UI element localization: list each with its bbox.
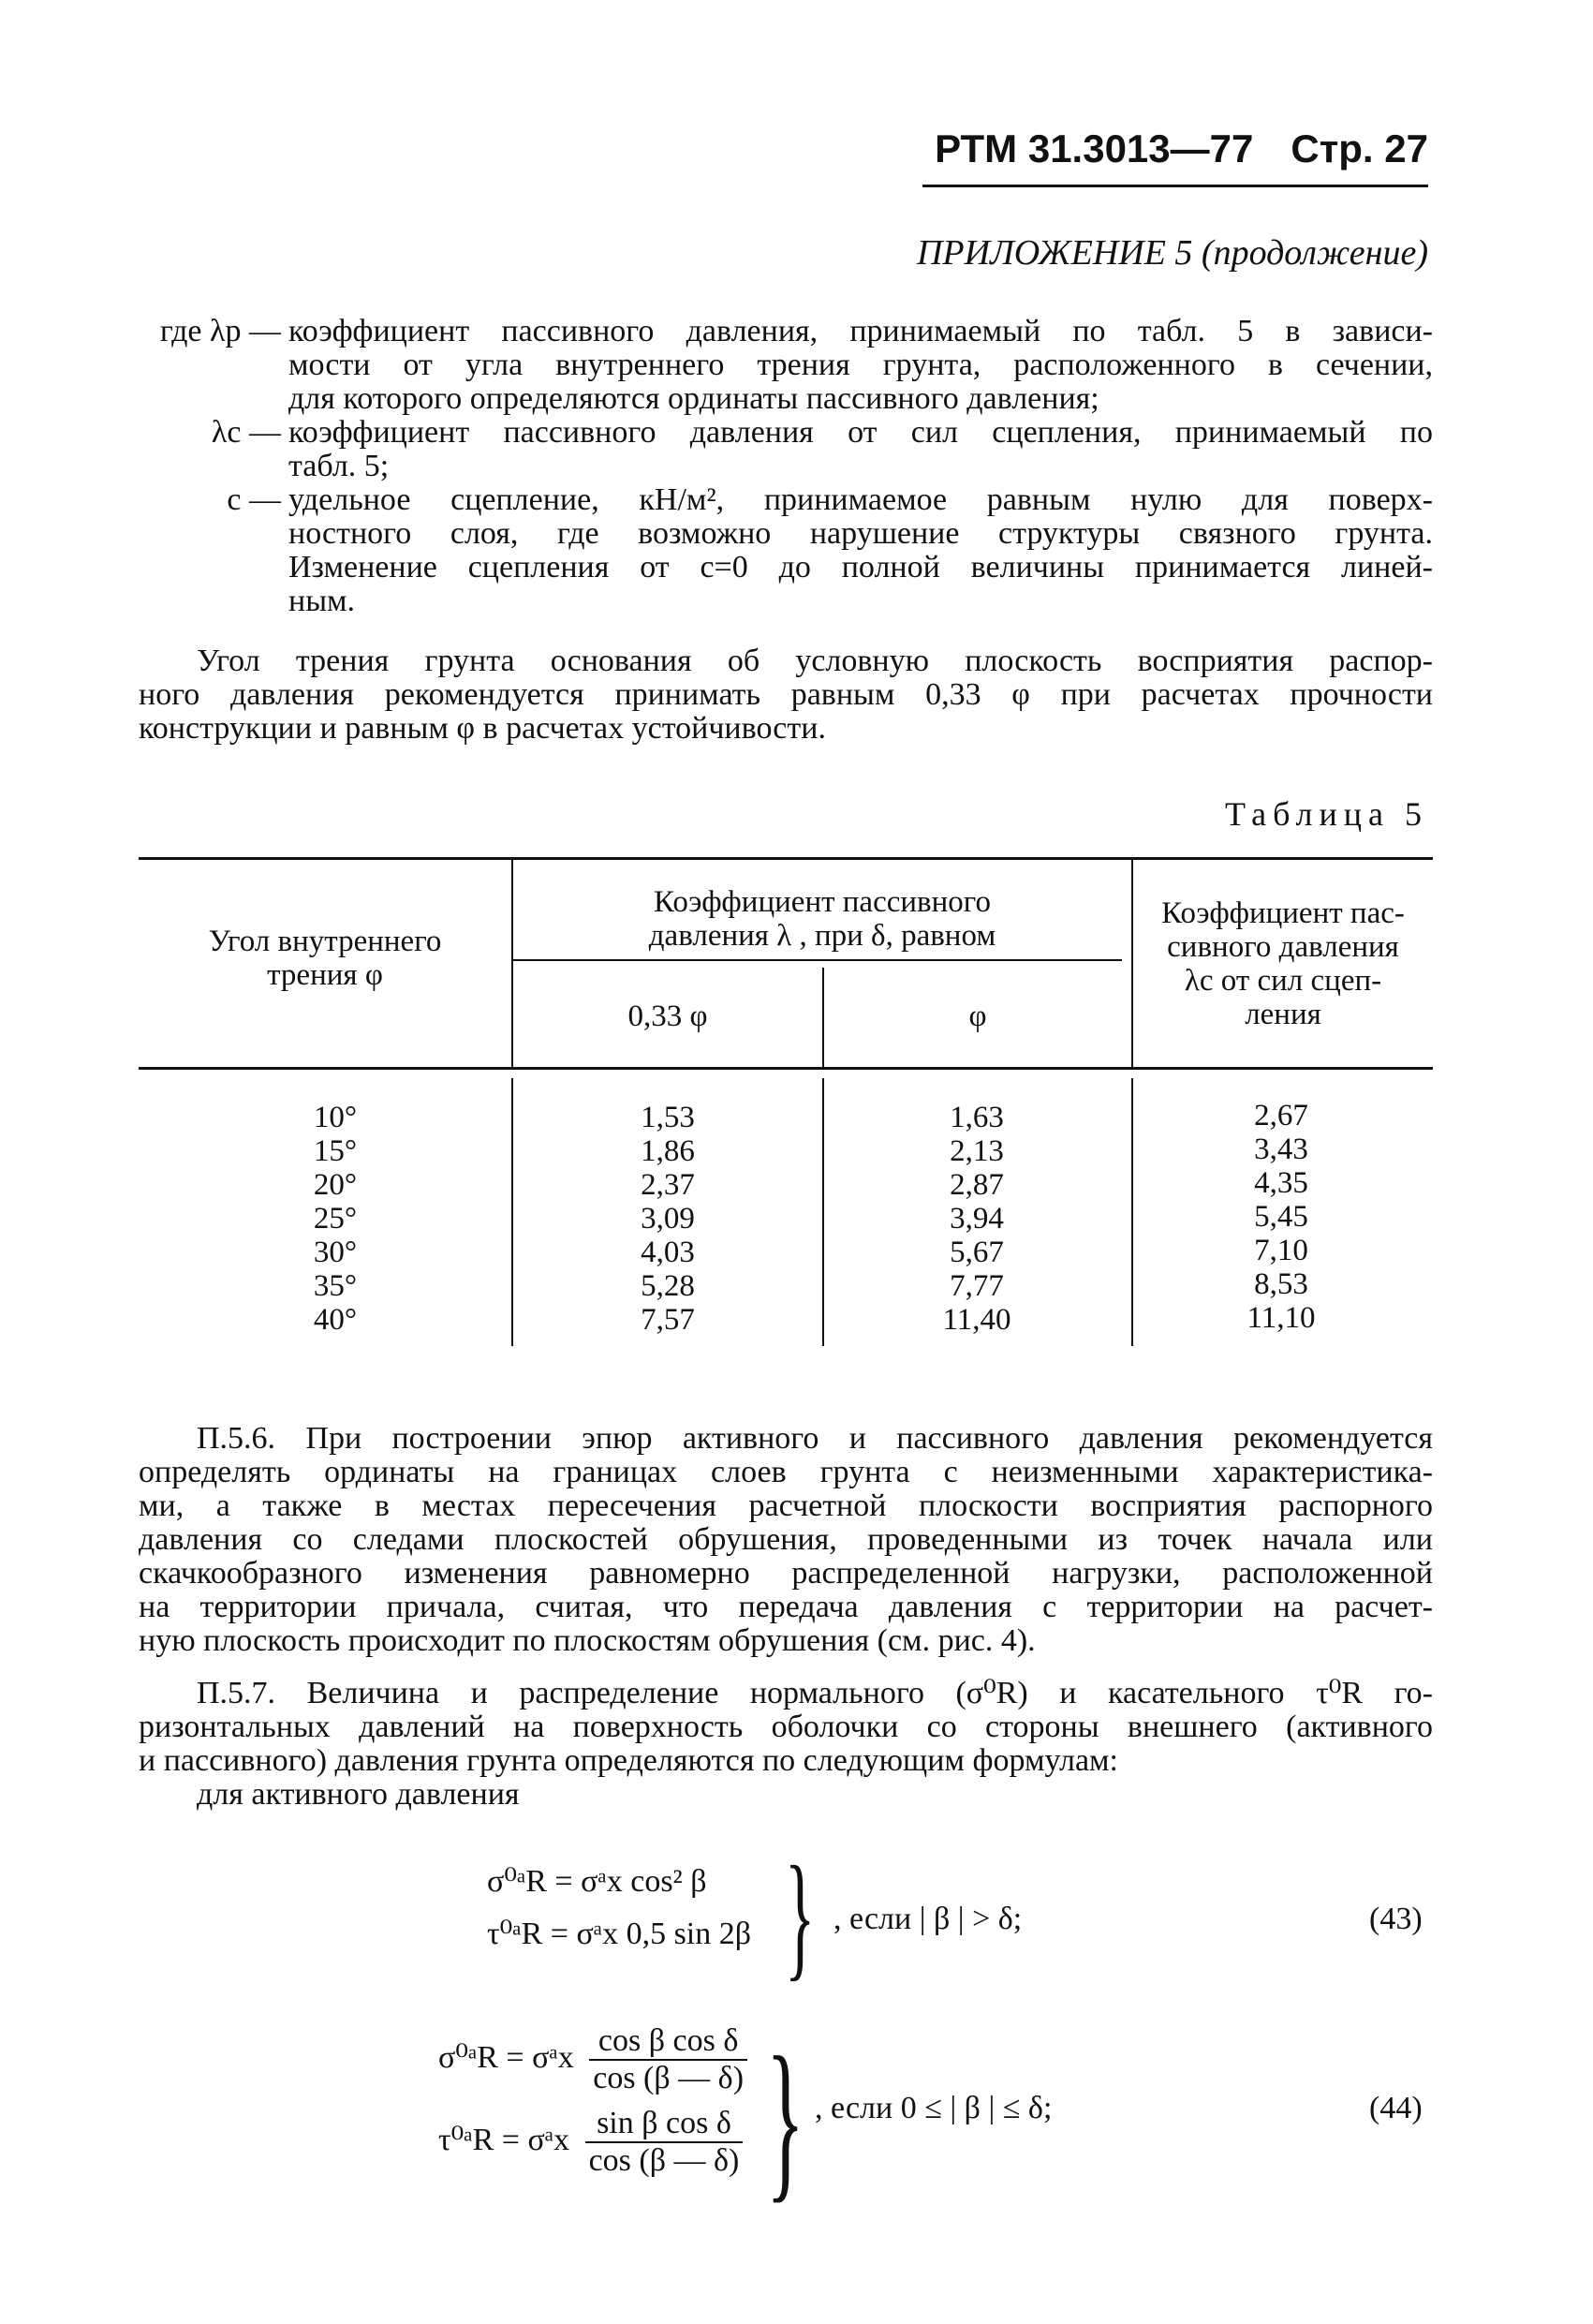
page-header bbox=[922, 126, 1428, 187]
paragraph-line: определять ординаты на границах слоев грунта с неизменными характеристика- bbox=[139, 1456, 1433, 1489]
table-5 bbox=[139, 857, 1433, 1363]
paragraph-line: на территории причала, считая, что передача давления с территории на расчет- bbox=[139, 1591, 1433, 1624]
table-cell: 40° bbox=[313, 1303, 358, 1337]
header-line: Угол внутреннего bbox=[208, 925, 442, 958]
fraction-denominator: cos (β — δ) bbox=[588, 2143, 740, 2178]
header-phi: φ bbox=[968, 999, 987, 1033]
table-cell: 25° bbox=[313, 1202, 358, 1236]
formula-43-sigma: σ⁰ᵃR = σᵃx cos² β bbox=[487, 1864, 707, 1899]
table-cell: 8,53 bbox=[1254, 1267, 1308, 1301]
table-cell: 7,10 bbox=[1254, 1234, 1308, 1267]
table-cell: 15° bbox=[313, 1134, 358, 1168]
formula-44-number: (44) bbox=[1369, 2091, 1423, 2125]
active-pressure-label bbox=[197, 1778, 946, 1812]
definition-line: коэффициент пассивного давления, принимаемый по табл. 5 в зависи- bbox=[288, 315, 1433, 348]
table-cell: 4,03 bbox=[641, 1236, 695, 1269]
formula-44-brace: } bbox=[766, 2021, 805, 2218]
table-cell: 5,28 bbox=[641, 1269, 695, 1303]
header-033-phi: 0,33 φ bbox=[627, 999, 708, 1033]
table-cell: 35° bbox=[313, 1269, 358, 1303]
table-vertical-rule bbox=[822, 1078, 824, 1346]
definition-lambda-c bbox=[131, 416, 1433, 483]
table-caption: Таблица 5 bbox=[1225, 795, 1428, 833]
formula-lhs: τ⁰ᵃR = σᵃx bbox=[438, 2122, 570, 2157]
paragraph-line: для активного давления bbox=[197, 1778, 520, 1812]
formula-44-tau bbox=[438, 2106, 743, 2179]
header-cohesion bbox=[1133, 896, 1433, 1031]
definition-line: ностного слоя, где возможно нарушение структуры связного грунта. bbox=[288, 517, 1433, 551]
table-cell: 1,86 bbox=[641, 1134, 695, 1168]
paragraph-line: конструкции и равным φ в расчетах устойчивости. bbox=[139, 712, 826, 746]
table-cell: 1,63 bbox=[950, 1101, 1004, 1134]
table-cell: 11,40 bbox=[942, 1303, 1011, 1337]
table-cell: 10° bbox=[313, 1101, 358, 1134]
header-line: λс от сил сцеп- bbox=[1184, 964, 1382, 998]
formula-44-sigma bbox=[438, 2023, 747, 2096]
table-cell: 5,67 bbox=[950, 1236, 1004, 1269]
column-033-phi bbox=[574, 1101, 761, 1337]
table-cell: 5,45 bbox=[1254, 1200, 1308, 1234]
table-cell: 7,57 bbox=[641, 1303, 695, 1337]
table-header-rule bbox=[139, 1067, 1433, 1070]
formula-43-tau: τ⁰ᵃR = σᵃx 0,5 sin 2β bbox=[487, 1917, 752, 1951]
table-cell: 4,35 bbox=[1254, 1166, 1308, 1200]
column-cohesion bbox=[1187, 1099, 1375, 1335]
formula-fraction bbox=[589, 2023, 747, 2096]
table-cell: 1,53 bbox=[641, 1101, 695, 1134]
table-cell: 30° bbox=[313, 1236, 358, 1269]
formula-44-condition: , если 0 ≤ | β | ≤ δ; bbox=[815, 2091, 1053, 2125]
formula-fraction bbox=[585, 2106, 744, 2179]
table-cell: 2,87 bbox=[950, 1168, 1004, 1202]
table-cell: 3,94 bbox=[950, 1202, 1004, 1236]
table-vertical-rule bbox=[511, 1078, 513, 1346]
paragraph-line: ного давления рекомендуется принимать равным 0,33 φ при расчетах прочности bbox=[139, 678, 1433, 712]
definition-line: мости от угла внутреннего трения грунта, расположенного в сечении, bbox=[288, 348, 1433, 382]
definition-line: удельное сцепление, кН/м², принимаемое равным нулю для поверх- bbox=[288, 483, 1433, 517]
paragraph-line: П.5.7. Величина и распределение нормального (σ⁰R) и касательного τ⁰R го- bbox=[197, 1677, 1433, 1710]
table-top-rule bbox=[139, 857, 1433, 860]
definition-term: с — bbox=[227, 482, 281, 517]
table-cell: 3,43 bbox=[1254, 1132, 1308, 1166]
table-cell: 2,37 bbox=[641, 1168, 695, 1202]
definitions-list bbox=[131, 315, 1433, 618]
table-cell: 7,77 bbox=[950, 1269, 1004, 1303]
formula-43-number: (43) bbox=[1369, 1902, 1423, 1936]
table-cell: 11,10 bbox=[1246, 1301, 1316, 1335]
table-cell: 2,67 bbox=[1254, 1099, 1308, 1132]
column-phi bbox=[883, 1101, 1070, 1337]
definition-c bbox=[131, 483, 1433, 618]
header-line: давления λ , при δ, равном bbox=[648, 919, 996, 953]
paragraph-p57 bbox=[139, 1677, 1433, 1778]
definition-term: где λр — bbox=[159, 314, 281, 348]
paragraph-line: ми, а также в местах пересечения расчетной плоскости восприятия распорного bbox=[139, 1489, 1433, 1523]
paragraph-line: ризонтальных давлений на поверхность оболочки со стороны внешнего (активного bbox=[139, 1710, 1433, 1744]
paragraph-line: ную плоскость происходит по плоскостям обрушения (см. рис. 4). bbox=[139, 1624, 1036, 1658]
paragraph-line: Угол трения грунта основания об условную плоскость восприятия распор- bbox=[197, 644, 1433, 678]
table-cell: 3,09 bbox=[641, 1202, 695, 1236]
header-line: Коэффициент пас- bbox=[1161, 896, 1405, 930]
table-vertical-rule bbox=[1131, 1078, 1133, 1346]
fraction-numerator: cos β cos δ bbox=[589, 2023, 747, 2061]
paragraph-line: и пассивного) давления грунта определяются по следующим формулам: bbox=[139, 1744, 1118, 1778]
friction-paragraph bbox=[139, 644, 1433, 746]
table-subheader-rule bbox=[513, 959, 1122, 961]
definition-line: Изменение сцепления от с=0 до полной величины принимается линей- bbox=[288, 551, 1433, 585]
definition-line: коэффициент пассивного давления от сил сцепления, принимаемый по bbox=[288, 416, 1433, 450]
definition-term: λс — bbox=[211, 415, 281, 450]
header-line: Коэффициент пассивного bbox=[654, 885, 991, 919]
fraction-numerator: sin β cos δ bbox=[585, 2106, 744, 2143]
paragraph-line: давления со следами плоскостей обрушения, проведенными из точек начала или bbox=[139, 1523, 1433, 1557]
formula-43-condition: , если | β | > δ; bbox=[833, 1902, 1023, 1936]
definition-line: ным. bbox=[288, 585, 356, 618]
header-angle bbox=[139, 925, 511, 992]
paragraph-line: скачкообразного изменения равномерно распределенной нагрузки, расположенной bbox=[139, 1557, 1433, 1591]
definition-lambda-p bbox=[131, 315, 1433, 416]
table-cell: 20° bbox=[313, 1168, 358, 1202]
doc-code: РТМ 31.3013—77 bbox=[935, 126, 1254, 170]
paragraph-line: П.5.6. При построении эпюр активного и пассивного давления рекомендуется bbox=[197, 1422, 1433, 1456]
formula-43-brace: } bbox=[785, 1838, 816, 1993]
header-line: сивного давления bbox=[1167, 930, 1399, 964]
header-passive-group bbox=[513, 885, 1131, 953]
column-angle bbox=[242, 1101, 429, 1337]
page-number: Стр. 27 bbox=[1291, 126, 1428, 170]
fraction-denominator: cos (β — δ) bbox=[593, 2061, 745, 2095]
appendix-title: ПРИЛОЖЕНИЕ 5 (продолжение) bbox=[916, 233, 1428, 273]
definition-line: для которого определяются ординаты пассивного давления; bbox=[288, 382, 1099, 416]
header-line: ления bbox=[1245, 998, 1321, 1031]
table-cell: 2,13 bbox=[950, 1134, 1004, 1168]
formula-lhs: σ⁰ᵃR = σᵃx bbox=[438, 2039, 574, 2075]
paragraph-p56 bbox=[139, 1422, 1433, 1658]
definition-line: табл. 5; bbox=[288, 450, 390, 483]
header-line: трения φ bbox=[267, 958, 383, 992]
